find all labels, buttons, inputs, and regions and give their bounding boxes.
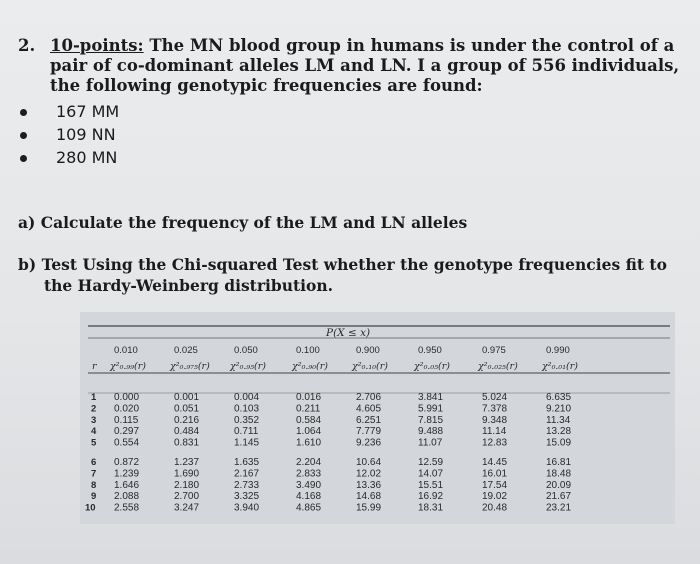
list-item <box>20 125 220 148</box>
list-item <box>20 148 220 171</box>
genotype-count: 280 MN <box>56 148 118 167</box>
table-cell: 3.490 <box>296 479 322 491</box>
table-cell: 2.180 <box>174 479 200 491</box>
table-cell: 2.204 <box>296 457 322 468</box>
probability-header: 0.990 <box>546 345 570 356</box>
table-cell: 2.733 <box>234 479 260 491</box>
bullet-icon <box>20 132 27 139</box>
table-cell: 19.02 <box>482 491 508 503</box>
table-row-degree: 4 <box>91 426 97 438</box>
table-row-degree: 3 <box>91 414 97 426</box>
table-cell: 12.02 <box>356 468 382 480</box>
table-cell: 0.001 <box>174 392 200 403</box>
quantile-header: χ²₀.₀₁(r) <box>542 361 578 372</box>
table-cell: 0.584 <box>296 414 322 426</box>
table-title: P(X ≤ x) <box>326 327 371 339</box>
question-number: 2. <box>18 36 36 55</box>
part-b-prompt <box>18 254 678 296</box>
table-cell: 11.14 <box>482 426 507 438</box>
table-cell: 0.115 <box>114 414 139 426</box>
list-item <box>20 102 220 125</box>
question-body: The MN blood group in humans is under the control of a pair of co-dominant alleles LM and LN. I a group of 556 individuals, the following genotypic frequencies are found: <box>50 36 680 95</box>
table-cell: 0.297 <box>114 426 140 438</box>
table-cell: 9.236 <box>356 437 382 449</box>
quantile-header: χ²₀.₉₉(r) <box>110 361 146 372</box>
quantile-header: χ²₀.₉₇₅(r) <box>170 361 210 372</box>
genotype-count: 109 NN <box>56 125 116 144</box>
probability-header: 0.050 <box>234 345 258 356</box>
table-cell: 13.28 <box>546 426 572 438</box>
probability-header: 0.010 <box>114 345 138 356</box>
table-cell: 7.378 <box>482 403 508 415</box>
table-cell: 7.779 <box>356 426 382 438</box>
table-cell: 2.706 <box>356 392 382 403</box>
table-cell: 0.020 <box>114 403 140 415</box>
table-cell: 0.211 <box>296 403 321 415</box>
table-cell: 17.54 <box>482 479 508 491</box>
table-cell: 9.210 <box>546 403 572 415</box>
table-row-degree: 8 <box>91 479 97 491</box>
table-cell: 0.831 <box>174 437 200 449</box>
table-cell: 0.711 <box>234 426 259 438</box>
table-cell: 1.610 <box>296 437 322 449</box>
table-cell: 13.36 <box>356 479 382 491</box>
table-cell: 14.45 <box>482 457 508 468</box>
table-cell: 11.07 <box>418 437 443 449</box>
table-cell: 18.31 <box>418 502 444 514</box>
table-cell: 1.646 <box>114 479 140 491</box>
table-cell: 1.239 <box>114 468 140 480</box>
table-cell: 20.48 <box>482 502 508 514</box>
quantile-header: χ²₀.₁₀(r) <box>352 361 388 372</box>
table-row-degree: 2 <box>91 403 97 415</box>
table-cell: 2.167 <box>234 468 260 480</box>
table-cell: 1.145 <box>234 437 260 449</box>
table-cell: 0.554 <box>114 437 140 449</box>
table-cell: 15.99 <box>356 502 382 514</box>
table-cell: 1.635 <box>234 457 260 468</box>
genotype-count: 167 MM <box>56 102 120 121</box>
r-column-header: r <box>92 361 97 372</box>
bullet-icon <box>20 155 27 162</box>
table-cell: 0.872 <box>114 457 140 468</box>
probability-header: 0.025 <box>174 345 198 356</box>
points-label: 10-points: <box>50 36 144 55</box>
part-b-line-1: b) Test Using the Chi-squared Test whether the genotype frequencies fit to <box>18 255 667 274</box>
table-cell: 0.216 <box>174 414 200 426</box>
table-cell: 0.051 <box>174 403 200 415</box>
probability-header: 0.975 <box>482 345 506 356</box>
probability-header: 0.950 <box>418 345 442 356</box>
part-b-line-2: the Hardy-Weinberg distribution. <box>44 276 334 295</box>
bullet-icon <box>20 109 27 116</box>
table-cell: 3.247 <box>174 502 200 514</box>
table-cell: 21.67 <box>546 491 572 503</box>
table-cell: 2.833 <box>296 468 322 480</box>
probability-header: 0.900 <box>356 345 380 356</box>
table-cell: 0.004 <box>234 392 260 403</box>
table-cell: 5.024 <box>482 392 508 403</box>
table-cell: 3.841 <box>418 392 444 403</box>
question-text <box>50 36 682 96</box>
table-cell: 5.991 <box>418 403 444 415</box>
table-cell: 2.558 <box>114 502 140 514</box>
table-cell: 0.016 <box>296 392 322 403</box>
table-cell: 3.940 <box>234 502 260 514</box>
table-cell: 15.09 <box>546 437 572 449</box>
table-row-degree: 7 <box>91 468 97 480</box>
table-row-degree: 1 <box>91 392 97 403</box>
table-cell: 2.700 <box>174 491 200 503</box>
table-row-degree: 5 <box>91 437 97 449</box>
chi-square-table <box>80 312 675 524</box>
table-cell: 6.251 <box>356 414 382 426</box>
quantile-header: χ²₀.₀₂₅(r) <box>478 361 518 372</box>
quantile-header: χ²₀.₀₅(r) <box>414 361 450 372</box>
table-cell: 0.103 <box>234 403 260 415</box>
genotype-list <box>20 102 220 171</box>
table-cell: 2.088 <box>114 491 140 503</box>
table-cell: 15.51 <box>418 479 444 491</box>
table-cell: 6.635 <box>546 392 572 403</box>
table-cell: 9.348 <box>482 414 508 426</box>
table-cell: 14.07 <box>418 468 444 480</box>
table-cell: 7.815 <box>418 414 444 426</box>
table-cell: 0.484 <box>174 426 200 438</box>
probability-header: 0.100 <box>296 345 320 356</box>
table-cell: 0.352 <box>234 414 260 426</box>
table-cell: 12.83 <box>482 437 508 449</box>
table-cell: 0.000 <box>114 392 140 403</box>
table-row-degree: 10 <box>85 502 96 514</box>
part-a-prompt: a) Calculate the frequency of the LM and LN alleles <box>18 213 468 232</box>
table-row-degree: 6 <box>91 457 97 468</box>
table-cell: 18.48 <box>546 468 572 480</box>
table-cell: 23.21 <box>546 502 572 514</box>
table-cell: 4.865 <box>296 502 322 514</box>
table-cell: 14.68 <box>356 491 382 503</box>
table-cell: 1.064 <box>296 426 322 438</box>
table-cell: 1.237 <box>174 457 200 468</box>
table-row-degree: 9 <box>91 491 97 503</box>
table-cell: 16.81 <box>546 457 572 468</box>
table-cell: 1.690 <box>174 468 200 480</box>
chi-square-table-graphic <box>80 312 675 524</box>
table-cell: 12.59 <box>418 457 444 468</box>
table-cell: 11.34 <box>546 414 571 426</box>
quantile-header: χ²₀.₉₀(r) <box>292 361 328 372</box>
table-cell: 3.325 <box>234 491 260 503</box>
table-cell: 16.92 <box>418 491 444 503</box>
table-cell: 16.01 <box>482 468 508 480</box>
table-cell: 20.09 <box>546 479 572 491</box>
table-cell: 4.605 <box>356 403 382 415</box>
table-cell: 10.64 <box>356 457 382 468</box>
quantile-header: χ²₀.₉₅(r) <box>230 361 266 372</box>
table-cell: 9.488 <box>418 426 444 438</box>
table-cell: 4.168 <box>296 491 322 503</box>
